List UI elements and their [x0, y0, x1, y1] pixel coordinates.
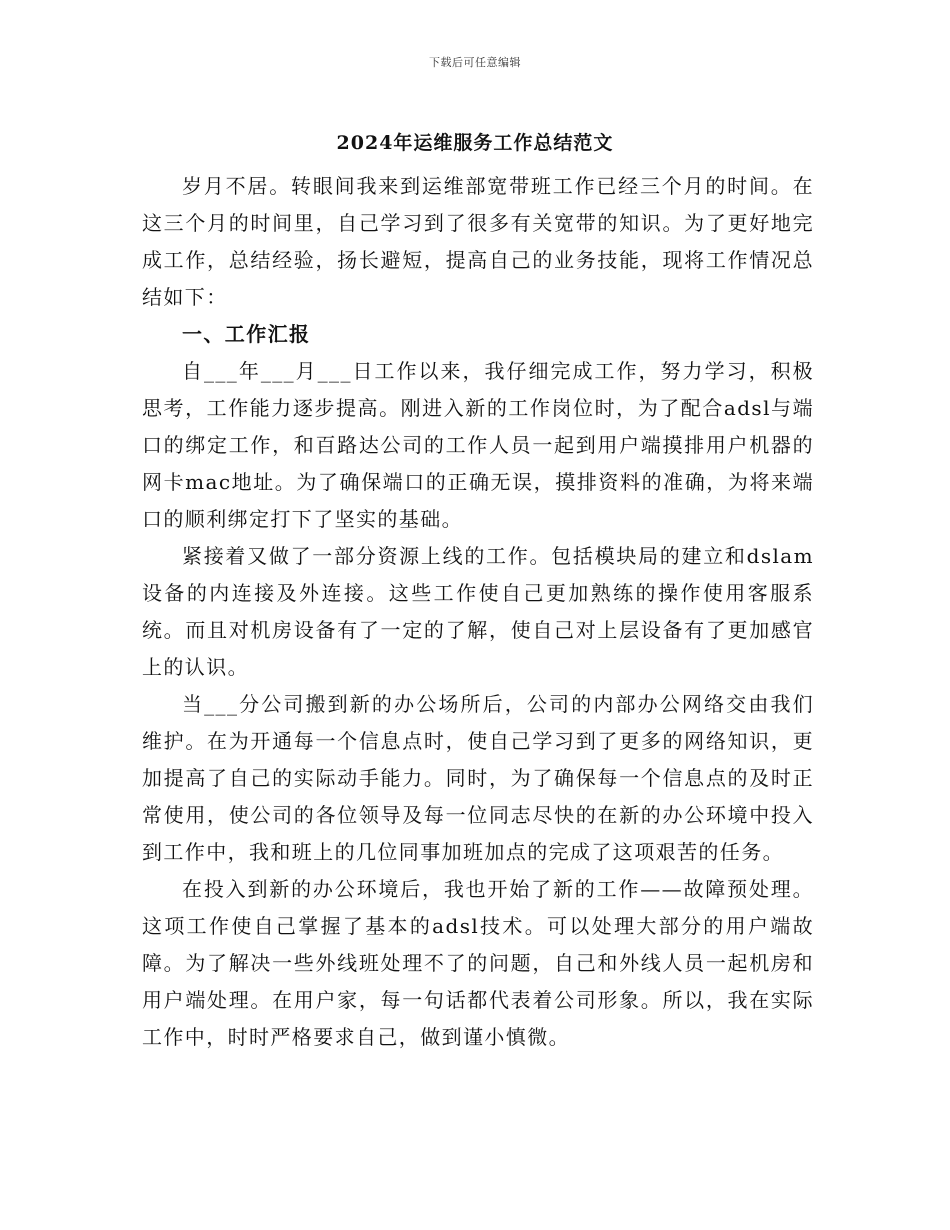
intro-paragraph: 岁月不居。转眼间我来到运维部宽带班工作已经三个月的时间。在这三个月的时间里，自己学习到了很多有关宽带的知识。为了更好地完成工作，总结经验，扬长避短，提高自己的业务技能，现将工作情况总结如下：: [142, 174, 814, 309]
paragraph: 当___分公司搬到新的办公场所后，公司的内部办公网络交由我们维护。在为开通每一个信息点时，使自己学习到了更多的网络知识，更加提高了自己的实际动手能力。同时，为了确保每一个信息点的及时正常使用，使公司的各位领导及每一位同志尽快的在新的办公环境中投入到工作中，我和班上的几位同事加班加点的完成了这项艰苦的任务。: [142, 692, 814, 864]
paragraph: 紧接着又做了一部分资源上线的工作。包括模块局的建立和dslam设备的内连接及外连接。这些工作使自己更加熟练的操作使用客服系统。而且对机房设备有了一定的了解，使自己对上层设备有了更加感官上的认识。: [142, 544, 814, 679]
download-note: 下载后可任意编辑: [429, 56, 521, 69]
paragraph: 自___年___月___日工作以来，我仔细完成工作，努力学习，积极思考，工作能力逐步提高。刚进入新的工作岗位时，为了配合adsl与端口的绑定工作，和百路达公司的工作人员一起到用户端摸排用户机器的网卡mac地址。为了确保端口的正确无误，摸排资料的准确，为将来端口的顺利绑定打下了坚实的基础。: [142, 359, 814, 531]
paragraph: 在投入到新的办公环境后，我也开始了新的工作——故障预处理。这项工作使自己掌握了基本的adsl技术。可以处理大部分的用户端故障。为了解决一些外线班处理不了的问题，自己和外线人员一起机房和用户端处理。在用户家，每一句话都代表着公司形象。所以，我在实际工作中，时时严格要求自己，做到谨小慎微。: [142, 877, 814, 1049]
document-title: 2024年运维服务工作总结范文: [336, 132, 614, 154]
section-heading: 一、工作汇报: [182, 322, 311, 346]
document-body: [142, 168, 814, 1056]
